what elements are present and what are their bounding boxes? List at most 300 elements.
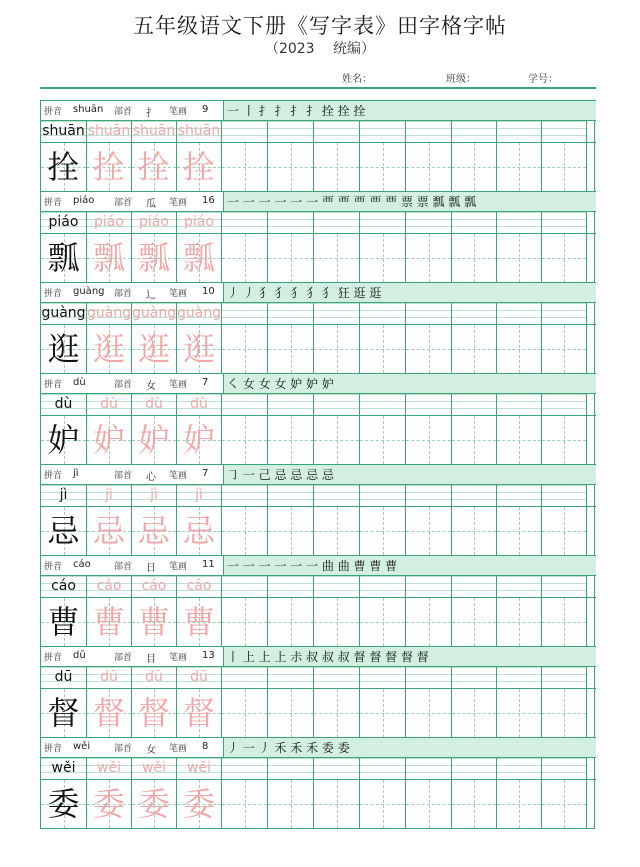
tian-grid-cell (41, 143, 87, 191)
entry-meta (41, 647, 224, 666)
pinyin-cell (268, 576, 314, 597)
stroke-order-sequence: ㇛ 女 女 女 妒 妒 妒 (227, 377, 334, 391)
character-entry (40, 191, 595, 282)
pinyin-cell (497, 394, 542, 415)
entry-info-row (41, 100, 596, 121)
stroke-order-sequence: 一 一 一 一 一 一 覀 覀 覀 覀 覀 票 票 瓢 瓢 瓢 (227, 195, 477, 209)
pinyin-value: shuān (73, 104, 104, 115)
pinyin-trace: wěi (187, 760, 211, 776)
pinyin-cell (177, 121, 222, 142)
pinyin-cell (452, 667, 497, 688)
character-practice-row (41, 598, 596, 646)
character-trace: 曹 (137, 603, 170, 641)
tian-grid-cell (406, 416, 452, 464)
page-title: 五年级语文下册《写字表》田字格字帖 (133, 14, 507, 38)
tian-grid-cell (177, 234, 222, 282)
tian-grid-cell (41, 234, 87, 282)
pinyin-trace: dū (145, 669, 163, 685)
pinyin-cell (542, 212, 587, 233)
stroke-count-value: 7 (202, 468, 209, 479)
pinyin-trace: cáo (186, 578, 212, 594)
tian-grid-cell (452, 507, 497, 555)
tian-grid-cell (177, 143, 222, 191)
pinyin-cell (87, 576, 132, 597)
tian-grid-cell (497, 780, 542, 828)
pinyin-cell (177, 303, 222, 324)
tian-grid-cell (452, 325, 497, 373)
tian-grid-cell (87, 143, 132, 191)
character-trace: 忌 (92, 512, 125, 550)
pinyin-trace: shuān (87, 123, 131, 139)
entry-meta (41, 738, 224, 757)
stroke-count-value: 13 (202, 650, 215, 661)
pinyin-practice-row (41, 758, 596, 780)
character-trace: 委 (182, 785, 215, 823)
tian-grid-cell (222, 507, 268, 555)
pinyin-cell (132, 667, 177, 688)
tian-grid-cell (177, 598, 222, 646)
tian-grid-cell (406, 234, 452, 282)
character-trace: 瓢 (137, 239, 170, 277)
pinyin-trace: shuān (177, 123, 221, 139)
character-trace: 瓢 (182, 239, 215, 277)
student-id-label: 学号： (528, 74, 558, 85)
pinyin-cell (542, 303, 587, 324)
tian-grid-cell (132, 689, 177, 737)
pinyin-cell (542, 667, 587, 688)
entry-meta (41, 556, 224, 575)
pinyin-value: cáo (73, 559, 91, 570)
tian-grid-cell (222, 780, 268, 828)
pinyin-practice-row (41, 576, 596, 598)
pinyin-label: 拼音 (44, 380, 63, 390)
tian-grid-cell (132, 234, 177, 282)
stroke-count-label: 笔画 (169, 562, 188, 572)
pinyin-cell (222, 121, 268, 142)
name-label: 姓名： (342, 74, 372, 85)
stroke-order-sequence: 丿 丿 犭 犭 犭 犭 犭 狂 逛 逛 (227, 286, 382, 300)
tian-grid-cell (452, 689, 497, 737)
pinyin-trace: jì (150, 487, 158, 503)
character-entry (40, 100, 595, 191)
radical-label: 部首 (114, 562, 133, 572)
tian-grid-cell (542, 780, 587, 828)
tian-grid-cell (542, 416, 587, 464)
tian-grid-cell (222, 598, 268, 646)
tian-grid-cell (87, 507, 132, 555)
character-practice-row (41, 416, 596, 464)
tian-grid-cell (268, 234, 314, 282)
pinyin-trace: dū (190, 669, 208, 685)
pinyin-cell (132, 212, 177, 233)
character-trace: 忌 (182, 512, 215, 550)
character-practice-row (41, 507, 596, 555)
pinyin-trace: cáo (96, 578, 122, 594)
character-model: 瓢 (47, 239, 80, 277)
tian-grid-cell (41, 507, 87, 555)
tian-grid-cell (222, 416, 268, 464)
tian-grid-cell (314, 689, 360, 737)
radical-value: 扌 (146, 108, 156, 119)
pinyin-cell (268, 212, 314, 233)
tian-grid-cell (497, 689, 542, 737)
character-model: 拴 (47, 148, 80, 186)
pinyin-cell (41, 121, 87, 142)
character-trace: 委 (137, 785, 170, 823)
pinyin-cell (542, 121, 587, 142)
pinyin-cell (222, 758, 268, 779)
stroke-order-sequence: 丨 上 上 上 尗 叔 叔 叔 督 督 督 督 督 (227, 650, 429, 664)
radical-label: 部首 (114, 289, 133, 299)
pinyin-trace: dū (100, 669, 118, 685)
pinyin-practice-row (41, 667, 596, 689)
tian-grid-cell (87, 325, 132, 373)
character-model: 忌 (47, 512, 80, 550)
radical-value: 辶 (146, 290, 156, 301)
pinyin-model: dū (54, 669, 73, 685)
tian-grid-cell (406, 507, 452, 555)
entry-meta (41, 192, 224, 211)
pinyin-cell (406, 212, 452, 233)
tian-grid-cell (268, 507, 314, 555)
character-practice-row (41, 234, 596, 282)
entry-info-row (41, 191, 596, 212)
pinyin-value: dū (73, 650, 86, 661)
pinyin-cell (132, 303, 177, 324)
pinyin-trace: dù (100, 396, 118, 412)
character-entry (40, 646, 595, 737)
pinyin-cell (497, 758, 542, 779)
pinyin-model: cáo (51, 578, 76, 594)
pinyin-trace: guàng (132, 305, 177, 321)
pinyin-cell (41, 303, 87, 324)
header-divider (40, 87, 596, 89)
tian-grid-cell (177, 507, 222, 555)
pinyin-label: 拼音 (44, 289, 63, 299)
pinyin-cell (406, 758, 452, 779)
pinyin-cell (132, 121, 177, 142)
pinyin-cell (542, 576, 587, 597)
tian-grid-cell (268, 143, 314, 191)
pinyin-trace: cáo (141, 578, 167, 594)
pinyin-cell (177, 667, 222, 688)
tian-grid-cell (406, 598, 452, 646)
pinyin-cell (41, 394, 87, 415)
pinyin-practice-row (41, 485, 596, 507)
character-trace: 妒 (182, 421, 215, 459)
character-trace: 妒 (92, 421, 125, 459)
tian-grid-cell (406, 689, 452, 737)
tian-grid-cell (542, 507, 587, 555)
radical-value: 瓜 (146, 199, 156, 210)
stroke-count-value: 7 (202, 377, 209, 388)
pinyin-cell (41, 485, 87, 506)
pinyin-cell (314, 212, 360, 233)
pinyin-cell (177, 576, 222, 597)
stroke-count-value: 9 (202, 104, 209, 115)
tian-grid-cell (177, 689, 222, 737)
pinyin-cell (360, 485, 406, 506)
pinyin-cell (268, 667, 314, 688)
tian-grid-cell (406, 780, 452, 828)
pinyin-cell (406, 485, 452, 506)
stroke-order-sequence: ㇆ 一 己 忌 忌 忌 忌 (227, 468, 334, 482)
pinyin-model: jì (59, 487, 68, 503)
pinyin-cell (360, 758, 406, 779)
stroke-count-value: 10 (202, 286, 215, 297)
character-trace: 瓢 (92, 239, 125, 277)
pinyin-model: guàng (41, 305, 86, 321)
pinyin-cell (268, 485, 314, 506)
tian-grid-cell (542, 689, 587, 737)
tian-grid-cell (497, 143, 542, 191)
character-entry (40, 555, 595, 646)
tian-grid-cell (360, 780, 406, 828)
radical-label: 部首 (114, 107, 133, 117)
tian-grid-cell (177, 416, 222, 464)
pinyin-cell (360, 667, 406, 688)
pinyin-label: 拼音 (44, 471, 63, 481)
radical-value: 日 (146, 563, 156, 574)
character-trace: 督 (137, 694, 170, 732)
class-label: 班级： (446, 74, 476, 85)
character-model: 委 (47, 785, 80, 823)
pinyin-model: piáo (48, 214, 79, 230)
tian-grid-cell (132, 416, 177, 464)
pinyin-cell (177, 394, 222, 415)
tian-grid-cell (497, 598, 542, 646)
pinyin-cell (268, 121, 314, 142)
pinyin-cell (497, 121, 542, 142)
tian-grid-cell (360, 325, 406, 373)
tian-grid-cell (177, 780, 222, 828)
pinyin-cell (360, 576, 406, 597)
pinyin-cell (360, 121, 406, 142)
character-practice-row (41, 689, 596, 737)
pinyin-trace: wěi (142, 760, 166, 776)
tian-grid-cell (314, 325, 360, 373)
stroke-order-sequence: 一 一 一 一 一 一 曲 曲 曹 曹 曹 (227, 559, 398, 573)
tian-grid-cell (360, 598, 406, 646)
radical-value: 心 (146, 472, 156, 483)
pinyin-value: dù (73, 377, 86, 388)
pinyin-trace: dù (190, 396, 208, 412)
stroke-count-label: 笔画 (169, 744, 188, 754)
pinyin-cell (268, 758, 314, 779)
character-trace: 曹 (92, 603, 125, 641)
tian-grid-cell (41, 416, 87, 464)
entry-meta (41, 101, 224, 120)
tian-grid-cell (222, 143, 268, 191)
tian-grid-cell (177, 325, 222, 373)
pinyin-model: dù (54, 396, 73, 412)
pinyin-practice-row (41, 394, 596, 416)
pinyin-cell (132, 485, 177, 506)
character-model: 妒 (47, 421, 80, 459)
pinyin-cell (132, 394, 177, 415)
character-practice-row (41, 325, 596, 373)
stroke-count-label: 笔画 (169, 289, 188, 299)
tian-grid-cell (41, 689, 87, 737)
pinyin-cell (406, 576, 452, 597)
pinyin-value: guàng (73, 286, 105, 297)
pinyin-cell (87, 212, 132, 233)
radical-value: 女 (146, 381, 156, 392)
pinyin-trace: piáo (184, 214, 214, 230)
character-entry (40, 282, 595, 373)
character-model: 曹 (47, 603, 80, 641)
pinyin-cell (41, 576, 87, 597)
practice-sheet (40, 100, 595, 829)
tian-grid-cell (360, 507, 406, 555)
pinyin-value: jì (73, 468, 79, 479)
pinyin-cell (452, 485, 497, 506)
pinyin-cell (452, 394, 497, 415)
pinyin-cell (452, 576, 497, 597)
pinyin-trace: jì (195, 487, 203, 503)
tian-grid-cell (268, 780, 314, 828)
pinyin-cell (406, 121, 452, 142)
tian-grid-cell (497, 325, 542, 373)
entry-meta (41, 374, 224, 393)
character-trace: 委 (92, 785, 125, 823)
stroke-count-value: 8 (202, 741, 209, 752)
tian-grid-cell (222, 325, 268, 373)
pinyin-cell (132, 758, 177, 779)
stroke-count-value: 11 (202, 559, 215, 570)
pinyin-cell (268, 394, 314, 415)
pinyin-cell (542, 394, 587, 415)
tian-grid-cell (222, 689, 268, 737)
pinyin-value: wěi (73, 741, 91, 752)
tian-grid-cell (452, 143, 497, 191)
pinyin-model: wěi (51, 760, 76, 776)
pinyin-cell (360, 303, 406, 324)
stroke-count-value: 16 (202, 195, 215, 206)
tian-grid-cell (452, 234, 497, 282)
tian-grid-cell (132, 598, 177, 646)
pinyin-cell (177, 485, 222, 506)
entry-meta (41, 283, 224, 302)
tian-grid-cell (542, 234, 587, 282)
pinyin-practice-row (41, 212, 596, 234)
pinyin-cell (222, 485, 268, 506)
tian-grid-cell (87, 598, 132, 646)
tian-grid-cell (132, 325, 177, 373)
character-trace: 妒 (137, 421, 170, 459)
pinyin-cell (41, 212, 87, 233)
pinyin-trace: piáo (139, 214, 169, 230)
tian-grid-cell (87, 780, 132, 828)
pinyin-cell (87, 758, 132, 779)
pinyin-cell (406, 667, 452, 688)
tian-grid-cell (41, 598, 87, 646)
character-practice-row (41, 780, 596, 828)
pinyin-cell (497, 212, 542, 233)
character-trace: 拴 (137, 148, 170, 186)
tian-grid-cell (268, 598, 314, 646)
radical-label: 部首 (114, 744, 133, 754)
tian-grid-cell (360, 234, 406, 282)
tian-grid-cell (542, 325, 587, 373)
tian-grid-cell (314, 780, 360, 828)
entry-info-row (41, 737, 596, 758)
entry-meta (41, 465, 224, 484)
character-trace: 逛 (182, 330, 215, 368)
tian-grid-cell (497, 234, 542, 282)
pinyin-cell (177, 758, 222, 779)
pinyin-cell (360, 394, 406, 415)
pinyin-cell (87, 303, 132, 324)
pinyin-cell (87, 394, 132, 415)
pinyin-cell (360, 212, 406, 233)
tian-grid-cell (132, 143, 177, 191)
pinyin-cell (314, 667, 360, 688)
pinyin-label: 拼音 (44, 562, 63, 572)
pinyin-trace: wěi (97, 760, 121, 776)
pinyin-trace: guàng (87, 305, 132, 321)
pinyin-cell (314, 303, 360, 324)
page-subtitle: （2023 统编） (264, 41, 376, 57)
pinyin-cell (452, 758, 497, 779)
pinyin-cell (542, 485, 587, 506)
pinyin-cell (497, 303, 542, 324)
tian-grid-cell (132, 780, 177, 828)
pinyin-cell (87, 485, 132, 506)
pinyin-cell (87, 667, 132, 688)
character-entry (40, 373, 595, 464)
radical-label: 部首 (114, 653, 133, 663)
pinyin-cell (452, 212, 497, 233)
radical-label: 部首 (114, 471, 133, 481)
character-trace: 拴 (92, 148, 125, 186)
pinyin-practice-row (41, 121, 596, 143)
pinyin-trace: shuān (132, 123, 176, 139)
entry-info-row (41, 282, 596, 303)
tian-grid-cell (406, 143, 452, 191)
pinyin-cell (314, 758, 360, 779)
character-trace: 逛 (137, 330, 170, 368)
tian-grid-cell (87, 689, 132, 737)
character-trace: 督 (92, 694, 125, 732)
pinyin-cell (222, 303, 268, 324)
character-trace: 逛 (92, 330, 125, 368)
tian-grid-cell (132, 507, 177, 555)
tian-grid-cell (497, 416, 542, 464)
entry-info-row (41, 373, 596, 394)
character-entry (40, 737, 595, 829)
tian-grid-cell (452, 780, 497, 828)
pinyin-label: 拼音 (44, 744, 63, 754)
pinyin-cell (497, 485, 542, 506)
pinyin-cell (497, 576, 542, 597)
character-trace: 督 (182, 694, 215, 732)
tian-grid-cell (314, 234, 360, 282)
pinyin-trace: jì (105, 487, 113, 503)
character-model: 逛 (47, 330, 80, 368)
pinyin-cell (452, 303, 497, 324)
pinyin-cell (41, 758, 87, 779)
radical-label: 部首 (114, 380, 133, 390)
pinyin-trace: dù (145, 396, 163, 412)
pinyin-cell (222, 394, 268, 415)
tian-grid-cell (314, 598, 360, 646)
tian-grid-cell (87, 416, 132, 464)
entry-info-row (41, 464, 596, 485)
pinyin-label: 拼音 (44, 198, 63, 208)
pinyin-cell (222, 667, 268, 688)
character-practice-row (41, 143, 596, 191)
